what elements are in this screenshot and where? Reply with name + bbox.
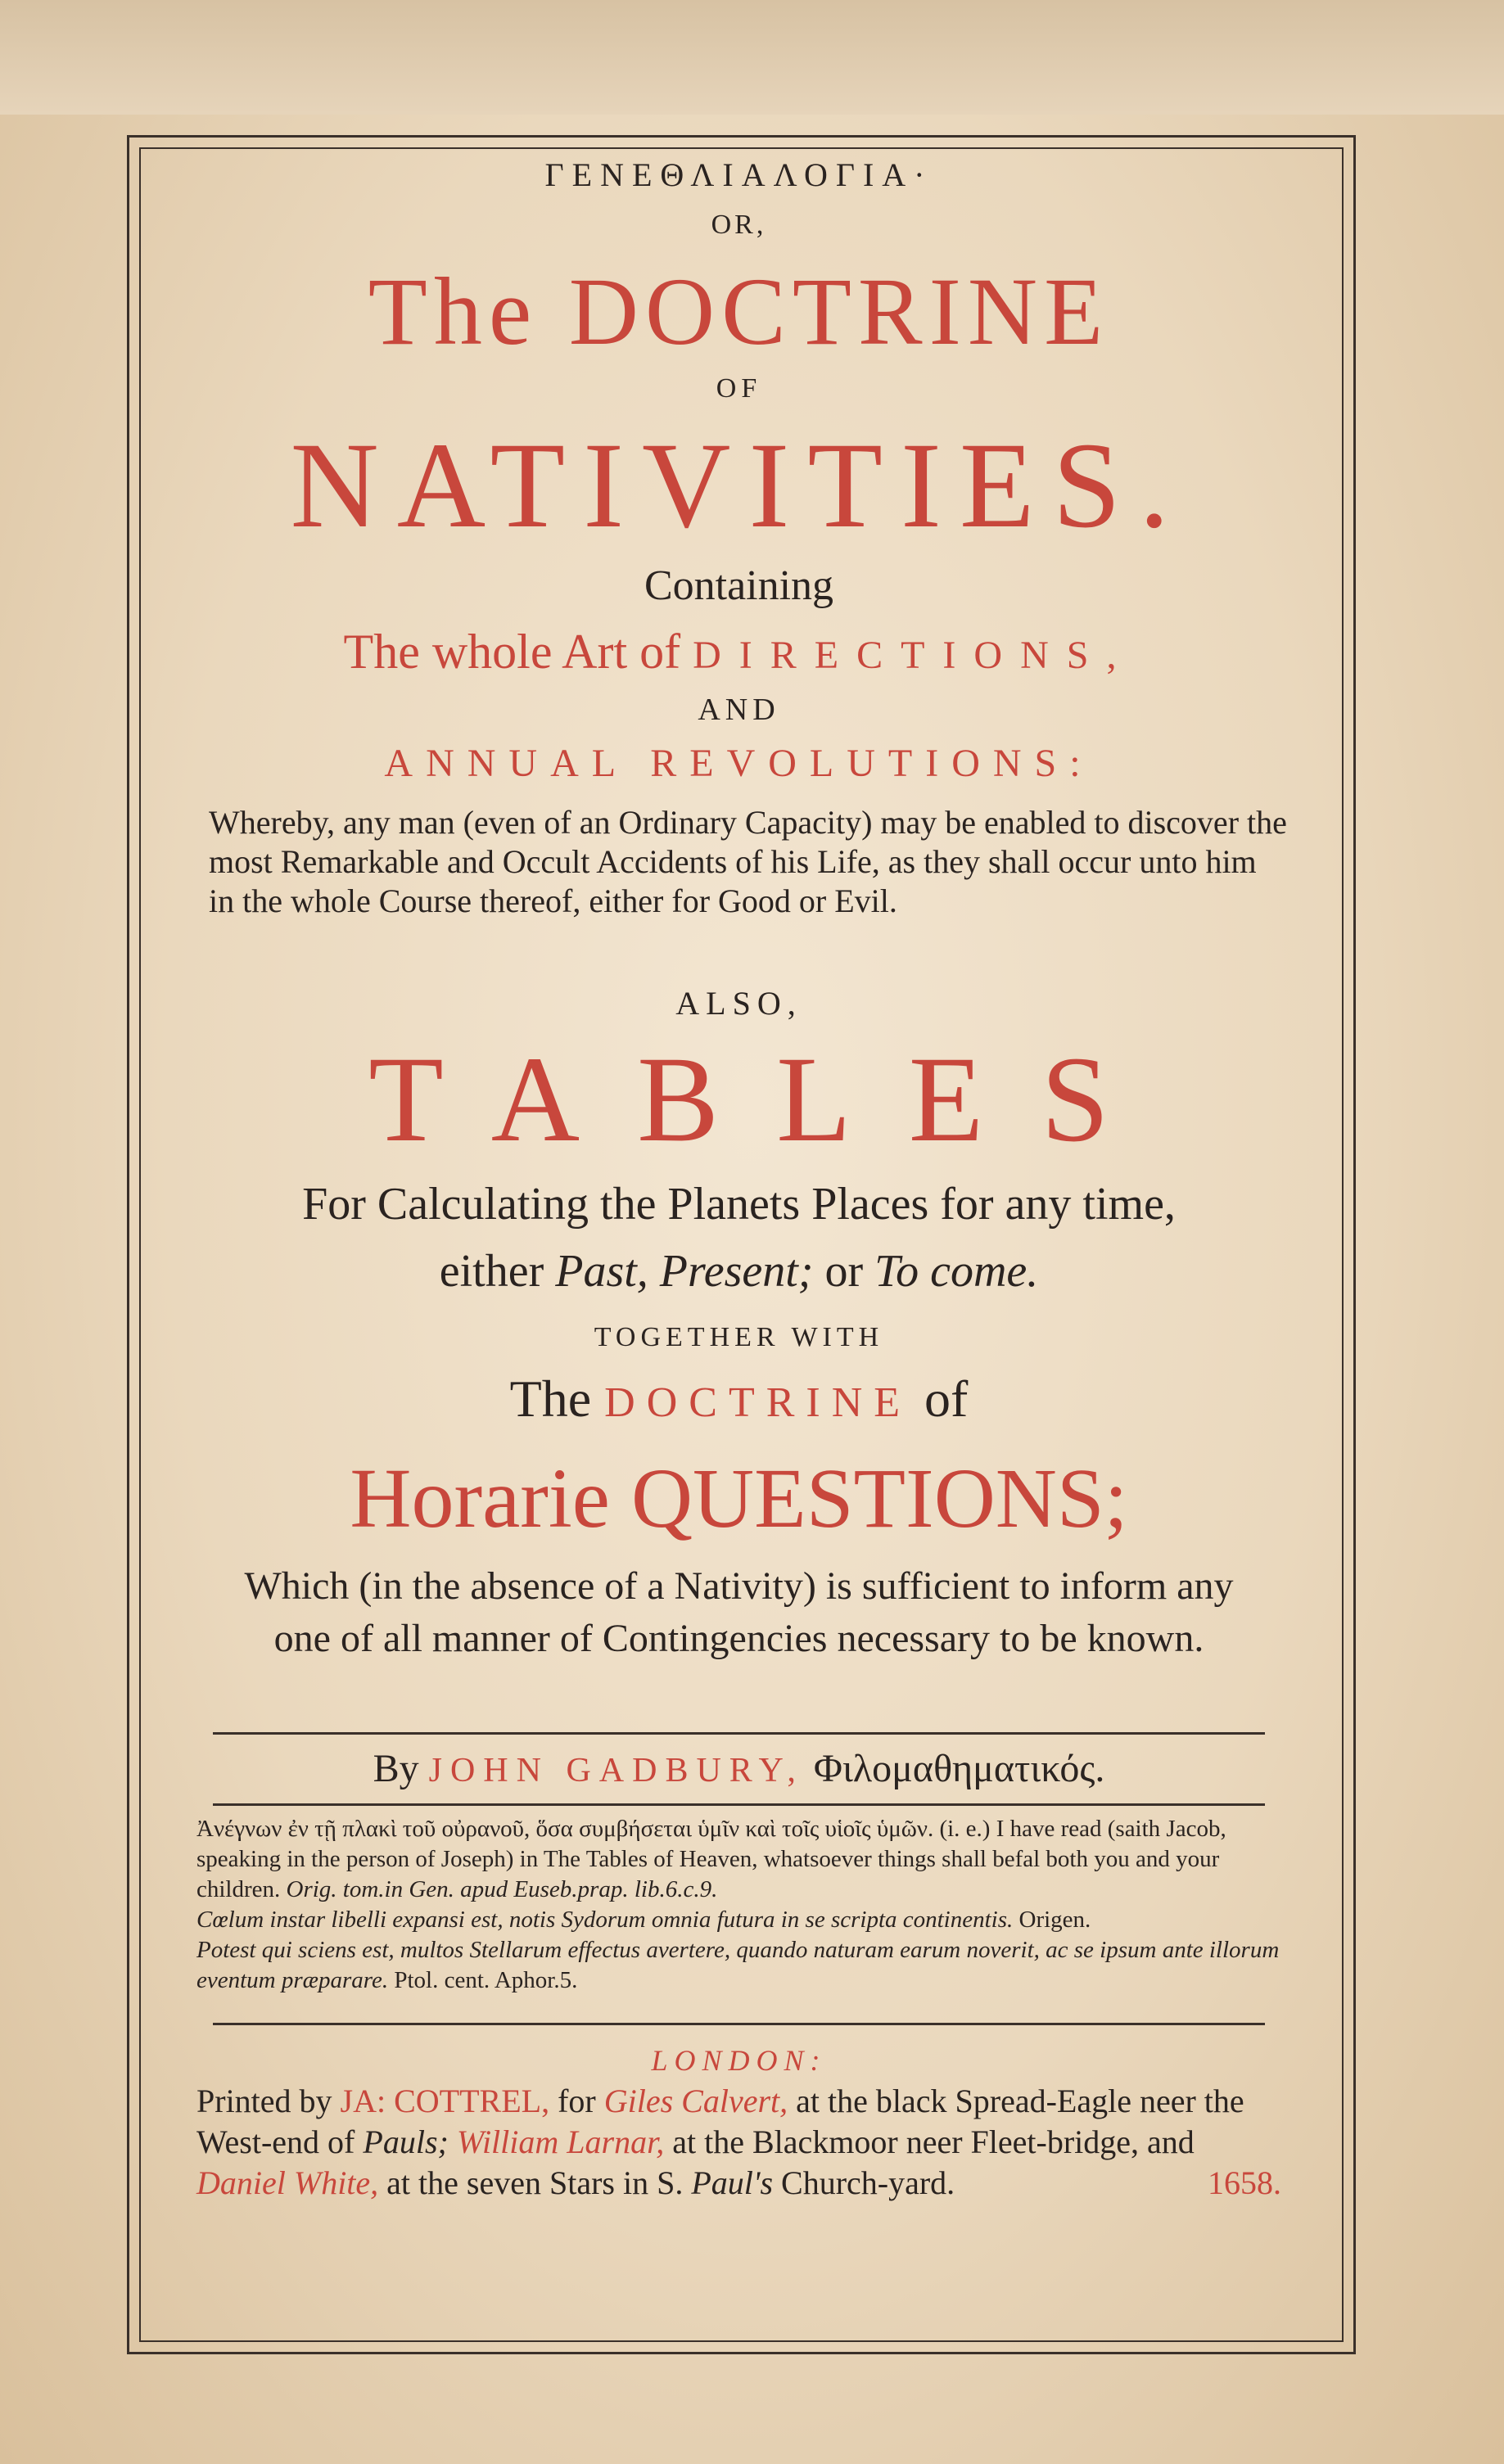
quote-line-1: Ἀνέγνων ἐν τῇ πλακὶ τοῦ οὐρανοῦ, ὅσα συμβήσεται ὑμῖν καὶ τοῖς υἱοῖς ὑμῶν. (i. e.) I have read (saith Jacob, speaking in the person of Joseph) in The Tables of Heaven, whatsoever things shall befal both you and your children. [196, 1816, 1226, 1902]
quote-line-3: Potest qui sciens est, multos Stellarum effectus avertere, quando naturam earum noverit, ac se ipsum ante illorum eventum præparare. [196, 1937, 1280, 1993]
doctrine-word: DOCTRINE [568, 258, 1110, 365]
or-word: or [824, 1246, 864, 1297]
horarie-questions-line [164, 1437, 1314, 1560]
also-line: ALSO, [675, 985, 802, 1022]
quote-line-2: Cœlum instar libelli expansi est, notis Sydorum omnia futura in se scripta continentis. [196, 1907, 1014, 1933]
greek-epithet: Φιλομαθηματικός. [813, 1747, 1105, 1790]
printed-by: Printed by [196, 2083, 332, 2119]
for-calculating-line: For Calculating the Planets Places for any time, [302, 1179, 1176, 1230]
seller1-name: Giles Calvert, [603, 2083, 788, 2119]
nativities-line: NATIVITIES. [290, 417, 1188, 553]
or-line: OR, [711, 210, 767, 240]
of2-word: of [924, 1370, 969, 1428]
rule-bottom [213, 2023, 1265, 2025]
annual-revolutions-line: ANNUAL REVOLUTIONS: [384, 742, 1094, 785]
by-word: By [373, 1747, 419, 1790]
seller1-address: at the black Spread-Eagle neer the West-end of [196, 2083, 1244, 2160]
quote-ref-3: Ptol. cent. Aphor.5. [394, 1967, 578, 1993]
doctrine-line [164, 250, 1314, 373]
rule-top [213, 1732, 1265, 1735]
quote-ref-1: Orig. tom.in Gen. apud Euseb.prap. lib.6.c.9. [286, 1876, 718, 1902]
directions-word: DIRECTIONS, [693, 634, 1135, 677]
rule-middle [213, 1803, 1265, 1806]
quote-ref-2: Origen. [1018, 1907, 1091, 1933]
pauls-word: Pauls; [363, 2123, 449, 2160]
past-word: Past, [555, 1246, 648, 1297]
which-paragraph: Which (in the absence of a Nativity) is sufficient to inform any one of all manner of Contingencies necessary to be known. [244, 1564, 1234, 1660]
churchyard-word: Church-yard. [781, 2164, 955, 2201]
seller2-name: William Larnar, [456, 2123, 665, 2160]
and-line: AND [698, 693, 780, 727]
either-word: either [439, 1246, 544, 1297]
whole-art-text: The whole Art of [343, 625, 681, 679]
seller3-name: Daniel White, [196, 2164, 379, 2201]
author-name: JOHN GADBURY, [428, 1752, 804, 1789]
together-with-line: TOGETHER WITH [594, 1322, 884, 1352]
title-content [164, 156, 1314, 2212]
london-line: LONDON: [651, 2044, 827, 2077]
present-word: Present; [659, 1246, 814, 1297]
printer-name: JA: COTTREL, [340, 2083, 550, 2119]
for-word: for [558, 2083, 596, 2119]
doctrine2-word: DOCTRINE [604, 1379, 912, 1426]
torn-edge [0, 0, 1504, 115]
of-line: OF [716, 373, 762, 404]
description-paragraph: Whereby, any man (even of an Ordinary Capacity) may be enabled to discover the most Remarkable and Occult Accidents of his Life, as they shall occur unto him in the whole Course thereof, either for Good or Evil. [209, 804, 1287, 919]
the2-word: The [509, 1370, 592, 1428]
greek-title: ΓΕΝΕΘΛΙΑΛΟΓΙΑ· [544, 156, 933, 193]
seller2-address: at the Blackmoor neer Fleet-bridge, [672, 2123, 1140, 2160]
quotations-block [164, 1814, 1314, 2015]
pauls2-word: Paul's [691, 2164, 774, 2201]
whole-art-line [164, 615, 1314, 688]
containing-line: Containing [644, 562, 834, 609]
seller3-address: at the seven Stars in S. [386, 2164, 684, 2201]
and2-word: and [1147, 2123, 1195, 2160]
imprint-block [164, 2081, 1314, 2212]
imprint-year: 1658. [1208, 2164, 1281, 2201]
to-come-word: To come. [874, 1246, 1039, 1297]
the-doctrine-of-line [164, 1360, 1314, 1437]
author-line [164, 1743, 1314, 1795]
tables-heading: TABLES [368, 1031, 1167, 1167]
either-line [164, 1237, 1314, 1306]
the-word: The [368, 258, 539, 365]
horarie-word: Horarie [350, 1451, 610, 1546]
questions-word: QUESTIONS; [630, 1451, 1128, 1546]
